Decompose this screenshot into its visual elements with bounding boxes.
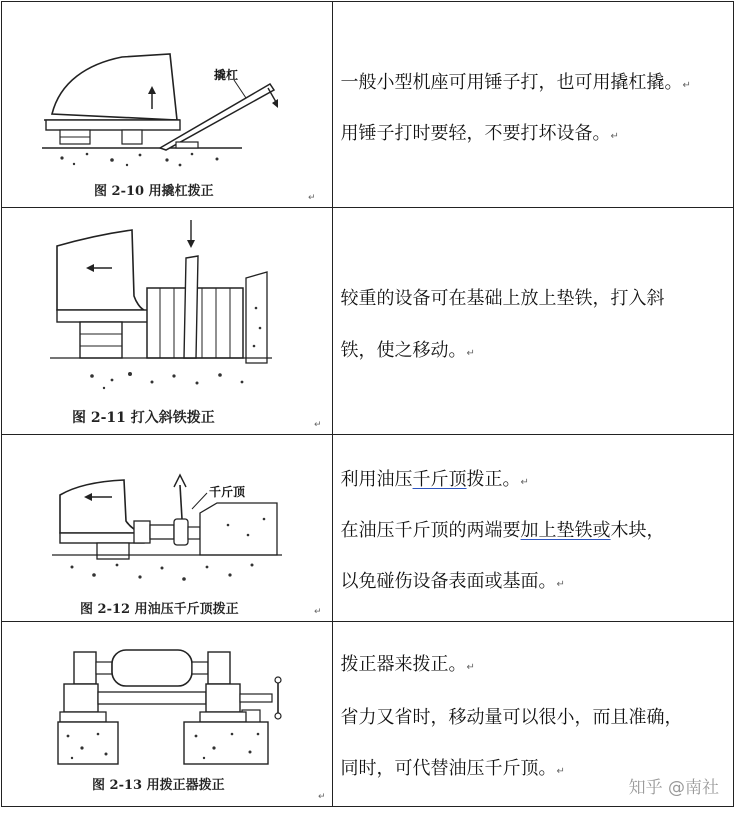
figure-cell [2,435,333,622]
paragraph-mark: ↵ [308,193,316,203]
table-row [2,2,734,208]
text-line: 在油压千斤顶的两端要加上垫铁或木块， [340,520,665,541]
table-row [2,208,734,435]
paragraph-mark: ↵ [318,792,326,802]
figure-table [1,1,734,807]
text-line: 省力又省时，移动量可以很小，而且准确， [340,707,683,728]
crowbar-figure [2,2,332,208]
figure-cell [2,208,333,435]
text-cell [332,2,733,208]
jack-label: 千斤顶 [209,485,246,499]
table-row [2,622,734,807]
text-line: 一般小型机座可用锤子打，也可用撬杠撬。↵ [340,72,691,93]
figure-caption: 图 2-10 用撬杠拨正 [94,184,214,199]
figure-caption: 图 2-12 用油压千斤顶拨正 [80,602,239,617]
crowbar-label: 撬杠 [214,68,239,82]
jack-figure [2,435,332,622]
wedge-figure [2,208,332,435]
text-line: 拨正器来拨正。↵ [340,654,475,675]
text-line: 铁，使之移动。↵ [340,340,475,361]
text-cell [332,435,733,622]
text-line: 同时，可代替油压千斤顶。↵ [340,758,565,779]
text-line: 利用油压千斤顶拨正。↵ [340,469,529,490]
text-cell [332,208,733,435]
text-line: 用锤子打时要轻，不要打坏设备。↵ [340,123,619,144]
text-cell [332,622,733,807]
paragraph-mark: ↵ [314,420,322,430]
figure-cell [2,2,333,208]
text-line: 以免碰伤设备表面或基面。↵ [340,571,565,592]
watermark: 知乎 @南社 [628,778,719,798]
table-row [2,435,734,622]
figure-cell [2,622,333,807]
figure-caption: 图 2-13 用拨正器拨正 [92,778,225,793]
paragraph-mark: ↵ [314,607,322,617]
figure-caption: 图 2-11 打入斜铁拨正 [72,410,215,426]
text-line: 较重的设备可在基础上放上垫铁，打入斜 [340,288,665,309]
